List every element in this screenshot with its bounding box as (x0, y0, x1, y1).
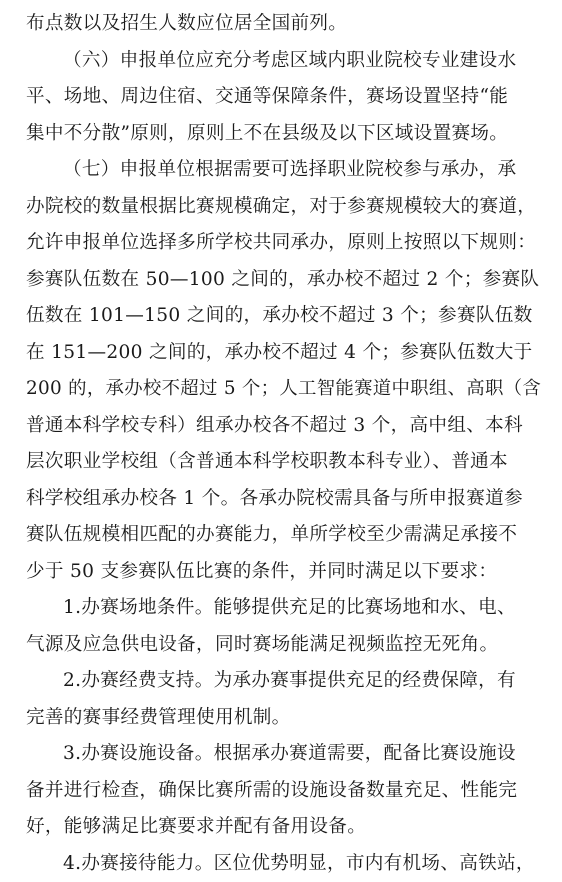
text-line-21: 3.办赛设施设备。根据承办赛道需要，配备比赛设施设 (26, 736, 544, 773)
text-line-12: 普通本科学校专科）组承办校各不超过 3 个，高中组、本科 (26, 408, 544, 445)
text-line-19: 2.办赛经费支持。为承办赛事提供充足的经费保障，有 (26, 663, 544, 700)
text-line-5: （七）申报单位根据需要可选择职业院校参与承办，承 (26, 152, 544, 189)
text-line-24: 4.办赛接待能力。区位优势明显，市内有机场、高铁站， (26, 846, 544, 882)
text-line-2: （六）申报单位应充分考虑区域内职业院校专业建设水 (26, 43, 544, 80)
text-line-4: 集中不分散”原则，原则上不在县级及以下区域设置赛场。 (26, 116, 544, 153)
document-body (26, 6, 544, 882)
text-line-7: 允许申报单位选择多所学校共同承办，原则上按照以下规则： (26, 225, 544, 262)
text-line-11: 200 的，承办校不超过 5 个；人工智能赛道中职组、高职（含 (26, 371, 544, 408)
text-line-3: 平、场地、周边住宿、交通等保障条件，赛场设置坚持“能 (26, 79, 544, 116)
text-line-9: 伍数在 101—150 之间的，承办校不超过 3 个；参赛队伍数 (26, 298, 544, 335)
text-line-14: 科学校组承办校各 1 个。各承办院校需具备与所申报赛道参 (26, 481, 544, 518)
text-line-6: 办院校的数量根据比赛规模确定，对于参赛规模较大的赛道， (26, 189, 544, 226)
text-line-10: 在 151—200 之间的，承办校不超过 4 个；参赛队伍数大于 (26, 335, 544, 372)
text-line-13: 层次职业学校组（含普通本科学校职教本科专业）、普通本 (26, 444, 544, 481)
text-line-23: 好，能够满足比赛要求并配有备用设备。 (26, 809, 544, 846)
text-line-15: 赛队伍规模相匹配的办赛能力，单所学校至少需满足承接不 (26, 517, 544, 554)
text-line-16: 少于 50 支参赛队伍比赛的条件，并同时满足以下要求： (26, 554, 544, 591)
text-line-20: 完善的赛事经费管理使用机制。 (26, 700, 544, 737)
text-line-22: 备并进行检查，确保比赛所需的设施设备数量充足、性能完 (26, 773, 544, 810)
text-line-17: 1.办赛场地条件。能够提供充足的比赛场地和水、电、 (26, 590, 544, 627)
text-line-8: 参赛队伍数在 50—100 之间的，承办校不超过 2 个；参赛队 (26, 262, 544, 299)
text-line-18: 气源及应急供电设备，同时赛场能满足视频监控无死角。 (26, 627, 544, 664)
text-line-1: 布点数以及招生人数应位居全国前列。 (26, 6, 544, 43)
